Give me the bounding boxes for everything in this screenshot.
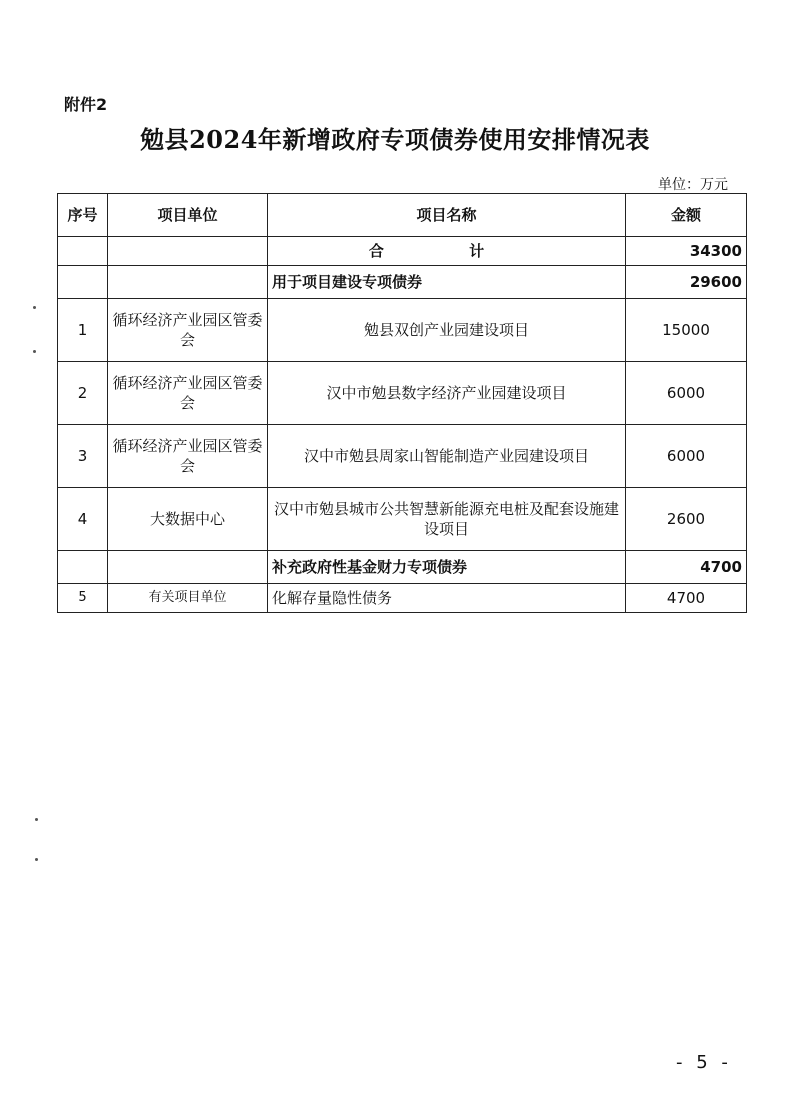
total-label: 合 计 <box>268 237 626 266</box>
row-name: 汉中市勉县城市公共智慧新能源充电桩及配套设施建设项目 <box>268 488 626 551</box>
row-unit: 有关项目单位 <box>108 584 268 613</box>
row-name: 汉中市勉县数字经济产业园建设项目 <box>268 362 626 425</box>
section2-unit <box>108 551 268 584</box>
scan-speck <box>33 306 36 309</box>
row-unit: 循环经济产业园区管委会 <box>108 425 268 488</box>
table-row <box>58 488 747 551</box>
bond-table <box>57 193 747 613</box>
table-row <box>58 362 747 425</box>
scan-speck <box>33 350 36 353</box>
row-no: 4 <box>58 488 108 551</box>
total-unit <box>108 237 268 266</box>
row-name: 勉县双创产业园建设项目 <box>268 299 626 362</box>
section1-label: 用于项目建设专项债券 <box>268 266 626 299</box>
row-unit: 大数据中心 <box>108 488 268 551</box>
total-amount: 34300 <box>626 237 747 266</box>
page-number: - 5 - <box>676 1052 732 1073</box>
row-unit: 循环经济产业园区管委会 <box>108 299 268 362</box>
row-no: 5 <box>58 584 108 613</box>
attachment-label: 附件2 <box>64 95 108 114</box>
section1-unit <box>108 266 268 299</box>
section2-label: 补充政府性基金财力专项债券 <box>268 551 626 584</box>
row-name: 汉中市勉县周家山智能制造产业园建设项目 <box>268 425 626 488</box>
unit-label: 单位：万元 <box>658 177 728 193</box>
row-no: 2 <box>58 362 108 425</box>
row-no: 1 <box>58 299 108 362</box>
row-name: 化解存量隐性债务 <box>268 584 626 613</box>
document-title: 勉县2024年新增政府专项债券使用安排情况表 <box>140 125 650 154</box>
scan-speck <box>35 818 38 821</box>
section2-no <box>58 551 108 584</box>
header-name: 项目名称 <box>268 194 626 237</box>
total-row <box>58 237 747 266</box>
row-amount: 15000 <box>626 299 747 362</box>
row-unit: 循环经济产业园区管委会 <box>108 362 268 425</box>
row-amount: 6000 <box>626 425 747 488</box>
table-row <box>58 425 747 488</box>
header-row <box>58 194 747 237</box>
section1-amount: 29600 <box>626 266 747 299</box>
header-unit: 项目单位 <box>108 194 268 237</box>
scan-speck <box>35 858 38 861</box>
table-row <box>58 584 747 613</box>
header-no: 序号 <box>58 194 108 237</box>
header-amount: 金额 <box>626 194 747 237</box>
row-amount: 2600 <box>626 488 747 551</box>
section2-row <box>58 551 747 584</box>
row-no: 3 <box>58 425 108 488</box>
row-amount: 4700 <box>626 584 747 613</box>
section2-amount: 4700 <box>626 551 747 584</box>
table-row <box>58 299 747 362</box>
row-amount: 6000 <box>626 362 747 425</box>
section1-no <box>58 266 108 299</box>
total-no <box>58 237 108 266</box>
section1-row <box>58 266 747 299</box>
